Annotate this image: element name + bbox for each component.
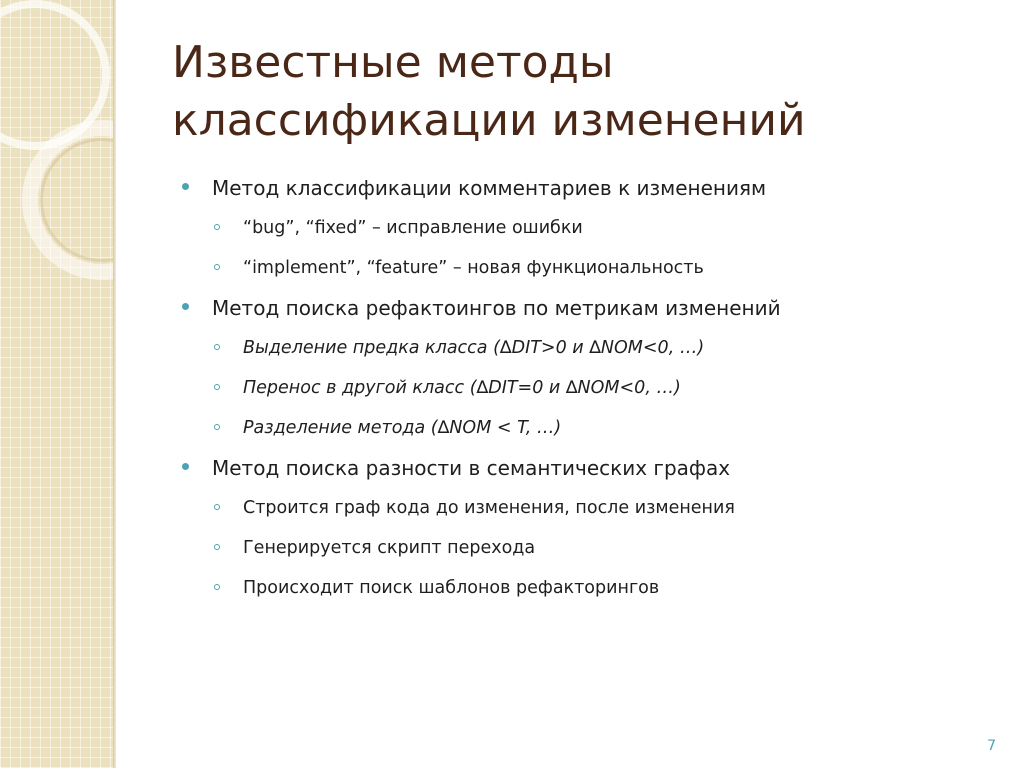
sub-bullet-ring-icon [214, 504, 220, 510]
sub-bullet-text: Происходит поиск шаблонов рефакторингов [243, 578, 660, 598]
sub-bullet-item [182, 208, 1002, 248]
sub-bullet-item [182, 408, 1002, 448]
sub-bullet-text: “bug”, “fixed” – исправление ошибки [243, 218, 583, 238]
sub-bullet-item [182, 368, 1002, 408]
sub-bullet-text: Выделение предка класса (∆DIT>0 и ∆NOM<0, …) [243, 338, 705, 358]
sub-bullet-ring-icon [214, 224, 220, 230]
slide-title [172, 34, 992, 150]
sub-bullet-item [182, 568, 1002, 608]
sub-bullet-ring-icon [214, 544, 220, 550]
sub-bullet-text: “implement”, “feature” – новая функциональность [243, 258, 704, 278]
bullet-item-2 [182, 288, 1002, 328]
sub-bullet-item [182, 488, 1002, 528]
sub-bullet-ring-icon [214, 424, 220, 430]
bullet-item-3 [182, 448, 1002, 488]
sub-bullet-text: Разделение метода (∆NOM < T, …) [243, 418, 562, 438]
sub-bullet-ring-icon [214, 264, 220, 270]
bullet-dot-icon [182, 463, 189, 470]
sub-bullet-text: Генерируется скрипт перехода [243, 538, 536, 558]
bullet-dot-icon [182, 303, 189, 310]
slide-title-line-2: классификации изменений [172, 95, 806, 146]
sub-bullet-item [182, 328, 1002, 368]
bullet-text: Метод классификации комментариев к изменениям [212, 176, 767, 200]
slide-title-line-1: Известные методы [172, 37, 614, 88]
sub-bullet-item [182, 248, 1002, 288]
bullet-list [182, 168, 1002, 608]
sub-bullet-item [182, 528, 1002, 568]
sub-bullet-text: Перенос в другой класс (∆DIT=0 и ∆NOM<0, …) [243, 378, 681, 398]
bullet-text: Метод поиска рефактоингов по метрикам изменений [212, 296, 781, 320]
side-band-edge [113, 0, 116, 768]
bullet-dot-icon [182, 183, 189, 190]
sub-bullet-ring-icon [214, 344, 220, 350]
page-number: 7 [987, 738, 996, 754]
sub-bullet-ring-icon [214, 584, 220, 590]
sub-bullet-ring-icon [214, 384, 220, 390]
sub-bullet-text: Строится граф кода до изменения, после изменения [243, 498, 735, 518]
decorative-side-band [0, 0, 113, 768]
bullet-text: Метод поиска разности в семантических графах [212, 456, 731, 480]
bullet-item-1 [182, 168, 1002, 208]
